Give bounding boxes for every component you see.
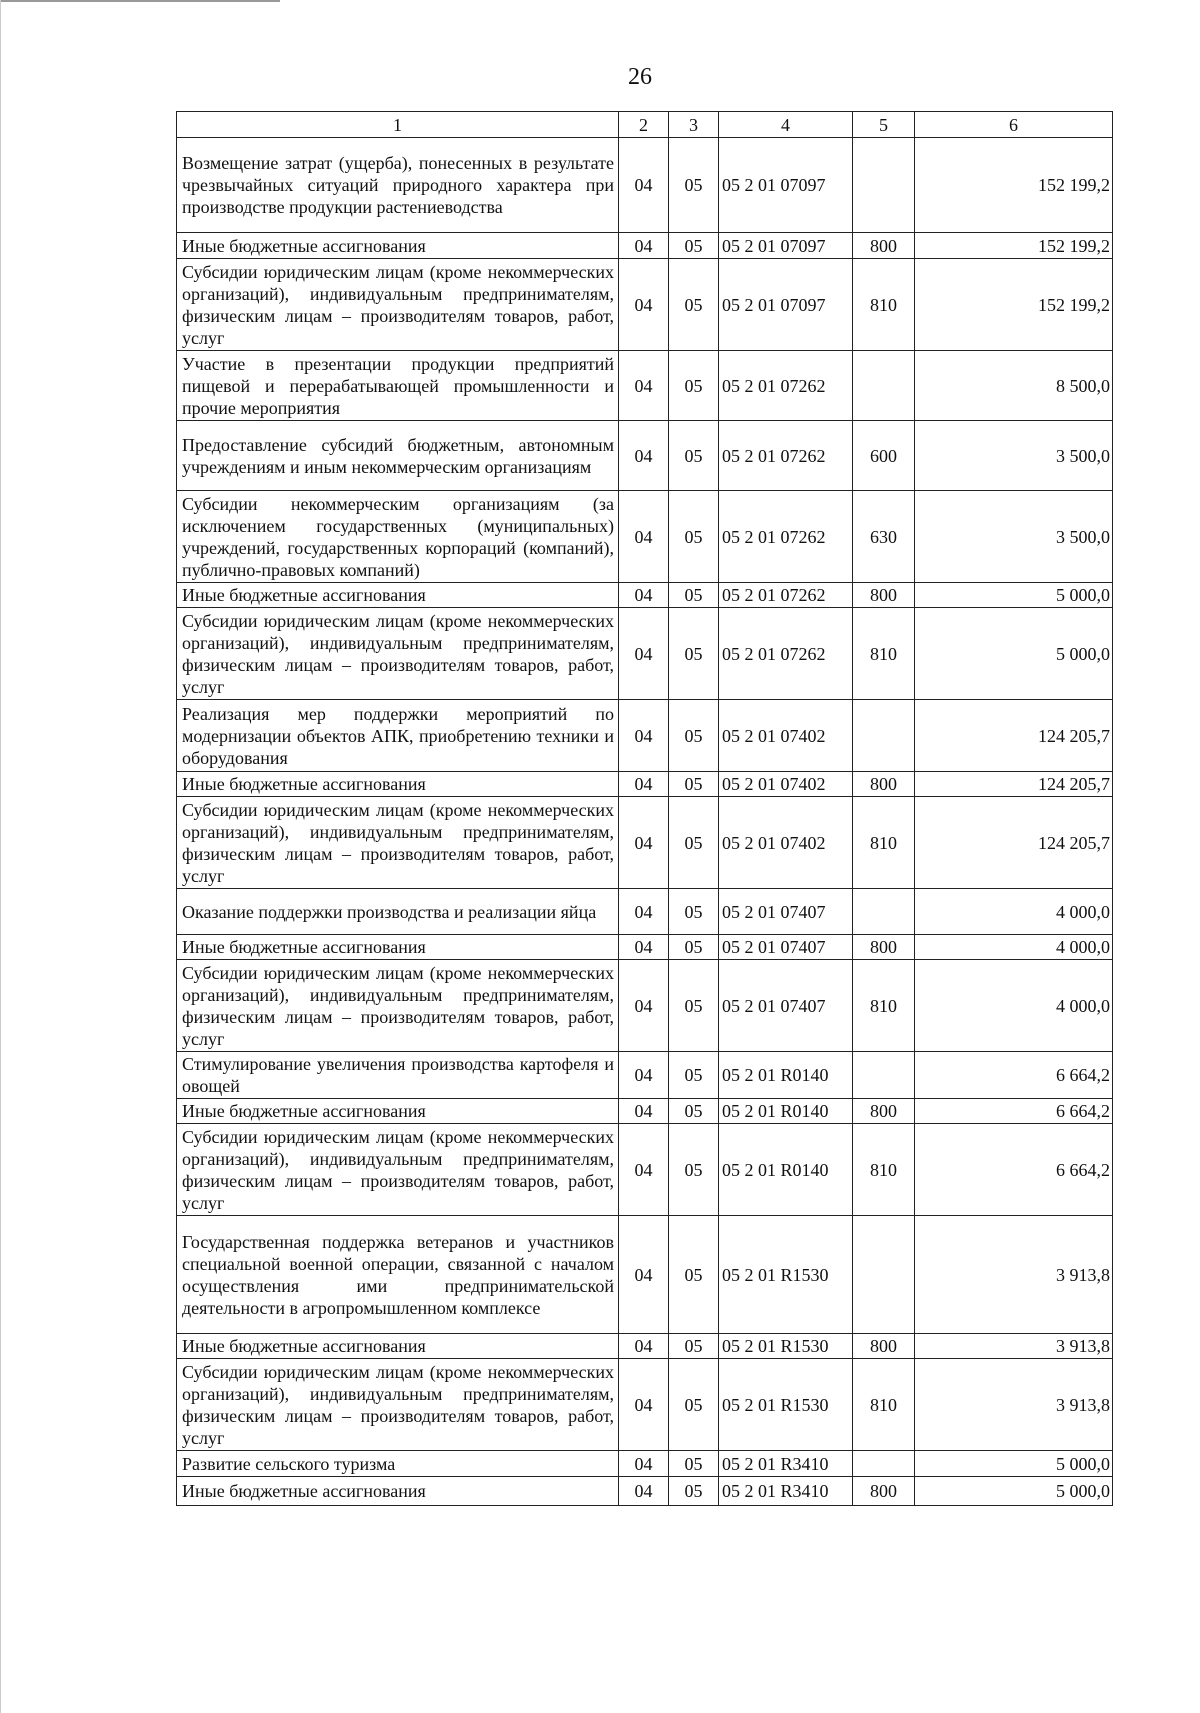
row-amount: 5 000,0	[915, 608, 1113, 700]
table-row	[177, 797, 1113, 889]
row-expense-type: 810	[853, 259, 915, 351]
row-amount: 3 500,0	[915, 491, 1113, 583]
table-row	[177, 421, 1113, 491]
row-target-code: 05 2 01 07402	[719, 797, 853, 889]
row-subsection: 05	[669, 491, 719, 583]
row-name: Развитие сельского туризма	[177, 1451, 619, 1477]
row-amount: 5 000,0	[915, 1477, 1113, 1506]
row-section: 04	[619, 935, 669, 960]
row-expense-type: 800	[853, 1334, 915, 1359]
row-section: 04	[619, 491, 669, 583]
row-expense-type	[853, 1451, 915, 1477]
scan-edge-top	[0, 0, 280, 2]
row-target-code: 05 2 01 07402	[719, 700, 853, 772]
row-expense-type	[853, 351, 915, 421]
row-amount: 124 205,7	[915, 772, 1113, 797]
row-section: 04	[619, 608, 669, 700]
row-expense-type: 810	[853, 1124, 915, 1216]
header-col-3: 3	[669, 112, 719, 138]
row-expense-type	[853, 1216, 915, 1334]
row-target-code: 05 2 01 07407	[719, 889, 853, 935]
row-section: 04	[619, 1334, 669, 1359]
row-target-code: 05 2 01 R1530	[719, 1334, 853, 1359]
row-subsection: 05	[669, 1124, 719, 1216]
row-section: 04	[619, 797, 669, 889]
scan-edge-left	[0, 0, 1, 1713]
row-expense-type: 810	[853, 797, 915, 889]
row-amount: 3 913,8	[915, 1216, 1113, 1334]
row-subsection: 05	[669, 233, 719, 259]
row-target-code: 05 2 01 R0140	[719, 1052, 853, 1099]
table-row	[177, 138, 1113, 233]
row-target-code: 05 2 01 07097	[719, 259, 853, 351]
row-name: Субсидии юридическим лицам (кроме некоммерческих организаций), индивидуальным предпринимателям, физическим лицам – производителям товаров, работ, услуг	[177, 259, 619, 351]
row-subsection: 05	[669, 1334, 719, 1359]
row-subsection: 05	[669, 797, 719, 889]
row-amount: 6 664,2	[915, 1052, 1113, 1099]
row-section: 04	[619, 960, 669, 1052]
row-amount: 152 199,2	[915, 138, 1113, 233]
row-expense-type: 800	[853, 1099, 915, 1124]
row-section: 04	[619, 1216, 669, 1334]
page-number: 26	[628, 64, 652, 90]
row-amount: 152 199,2	[915, 233, 1113, 259]
row-target-code: 05 2 01 07097	[719, 138, 853, 233]
row-expense-type: 600	[853, 421, 915, 491]
row-amount: 4 000,0	[915, 889, 1113, 935]
table-row	[177, 700, 1113, 772]
table-row	[177, 960, 1113, 1052]
row-subsection: 05	[669, 421, 719, 491]
table-row	[177, 233, 1113, 259]
table-row	[177, 1477, 1113, 1506]
row-name: Иные бюджетные ассигнования	[177, 1334, 619, 1359]
row-subsection: 05	[669, 1099, 719, 1124]
row-section: 04	[619, 1477, 669, 1506]
row-expense-type	[853, 700, 915, 772]
row-target-code: 05 2 01 07262	[719, 608, 853, 700]
row-name: Субсидии юридическим лицам (кроме некоммерческих организаций), индивидуальным предпринимателям, физическим лицам – производителям товаров, работ, услуг	[177, 960, 619, 1052]
row-amount: 5 000,0	[915, 1451, 1113, 1477]
row-target-code: 05 2 01 07407	[719, 935, 853, 960]
row-subsection: 05	[669, 138, 719, 233]
row-expense-type: 800	[853, 1477, 915, 1506]
row-amount: 152 199,2	[915, 259, 1113, 351]
row-amount: 6 664,2	[915, 1124, 1113, 1216]
row-section: 04	[619, 772, 669, 797]
row-expense-type	[853, 1052, 915, 1099]
row-expense-type: 630	[853, 491, 915, 583]
row-name: Субсидии некоммерческим организациям (за исключением государственных (муниципальных) учреждений, государственных корпораций (компаний), публично-правовых компаний)	[177, 491, 619, 583]
row-name: Стимулирование увеличения производства картофеля и овощей	[177, 1052, 619, 1099]
row-section: 04	[619, 583, 669, 608]
row-amount: 124 205,7	[915, 797, 1113, 889]
row-subsection: 05	[669, 772, 719, 797]
row-subsection: 05	[669, 960, 719, 1052]
table-row	[177, 1099, 1113, 1124]
row-target-code: 05 2 01 R0140	[719, 1124, 853, 1216]
table-row	[177, 1216, 1113, 1334]
row-name: Субсидии юридическим лицам (кроме некоммерческих организаций), индивидуальным предпринимателям, физическим лицам – производителям товаров, работ, услуг	[177, 1359, 619, 1451]
row-subsection: 05	[669, 935, 719, 960]
row-section: 04	[619, 138, 669, 233]
row-name: Иные бюджетные ассигнования	[177, 1099, 619, 1124]
row-amount: 3 913,8	[915, 1359, 1113, 1451]
table-row	[177, 935, 1113, 960]
row-amount: 3 913,8	[915, 1334, 1113, 1359]
row-name: Иные бюджетные ассигнования	[177, 772, 619, 797]
row-section: 04	[619, 233, 669, 259]
table-row	[177, 1451, 1113, 1477]
row-section: 04	[619, 1099, 669, 1124]
row-subsection: 05	[669, 1451, 719, 1477]
table-row	[177, 1124, 1113, 1216]
table-row	[177, 1359, 1113, 1451]
row-expense-type: 800	[853, 233, 915, 259]
row-section: 04	[619, 700, 669, 772]
row-name: Иные бюджетные ассигнования	[177, 935, 619, 960]
row-target-code: 05 2 01 R0140	[719, 1099, 853, 1124]
budget-table	[176, 111, 1113, 1506]
row-name: Участие в презентации продукции предприятий пищевой и перерабатывающей промышленности и прочие мероприятия	[177, 351, 619, 421]
row-target-code: 05 2 01 07262	[719, 421, 853, 491]
row-target-code: 05 2 01 R1530	[719, 1359, 853, 1451]
row-target-code: 05 2 01 R1530	[719, 1216, 853, 1334]
header-row	[177, 112, 1113, 138]
row-section: 04	[619, 889, 669, 935]
header-col-1: 1	[177, 112, 619, 138]
table-row	[177, 889, 1113, 935]
row-name: Предоставление субсидий бюджетным, автономным учреждениям и иным некоммерческим организациям	[177, 421, 619, 491]
row-section: 04	[619, 1052, 669, 1099]
row-name: Государственная поддержка ветеранов и участников специальной военной операции, связанной с началом осуществления ими предпринимательской деятельности в агропромышленном комплексе	[177, 1216, 619, 1334]
table-row	[177, 259, 1113, 351]
row-subsection: 05	[669, 889, 719, 935]
row-amount: 3 500,0	[915, 421, 1113, 491]
row-expense-type: 800	[853, 935, 915, 960]
row-target-code: 05 2 01 R3410	[719, 1451, 853, 1477]
table-row	[177, 583, 1113, 608]
row-expense-type: 810	[853, 960, 915, 1052]
row-target-code: 05 2 01 07402	[719, 772, 853, 797]
row-expense-type: 800	[853, 583, 915, 608]
table-row	[177, 1334, 1113, 1359]
row-subsection: 05	[669, 351, 719, 421]
row-amount: 4 000,0	[915, 960, 1113, 1052]
row-target-code: 05 2 01 07262	[719, 583, 853, 608]
header-col-6: 6	[915, 112, 1113, 138]
row-name: Возмещение затрат (ущерба), понесенных в результате чрезвычайных ситуаций природного характера при производстве продукции растениеводства	[177, 138, 619, 233]
row-subsection: 05	[669, 1052, 719, 1099]
row-expense-type: 810	[853, 608, 915, 700]
row-section: 04	[619, 351, 669, 421]
header-col-2: 2	[619, 112, 669, 138]
row-subsection: 05	[669, 1216, 719, 1334]
row-section: 04	[619, 421, 669, 491]
row-expense-type: 810	[853, 1359, 915, 1451]
row-subsection: 05	[669, 583, 719, 608]
table-row	[177, 608, 1113, 700]
row-subsection: 05	[669, 1477, 719, 1506]
row-subsection: 05	[669, 1359, 719, 1451]
row-name: Субсидии юридическим лицам (кроме некоммерческих организаций), индивидуальным предпринимателям, физическим лицам – производителям товаров, работ, услуг	[177, 797, 619, 889]
table-row	[177, 772, 1113, 797]
row-subsection: 05	[669, 608, 719, 700]
row-section: 04	[619, 1124, 669, 1216]
row-target-code: 05 2 01 07262	[719, 491, 853, 583]
row-amount: 4 000,0	[915, 935, 1113, 960]
row-subsection: 05	[669, 700, 719, 772]
table-row	[177, 491, 1113, 583]
row-amount: 124 205,7	[915, 700, 1113, 772]
row-section: 04	[619, 1359, 669, 1451]
row-name: Реализация мер поддержки мероприятий по модернизации объектов АПК, приобретению техники и оборудования	[177, 700, 619, 772]
row-section: 04	[619, 1451, 669, 1477]
row-subsection: 05	[669, 259, 719, 351]
header-col-5: 5	[853, 112, 915, 138]
header-col-4: 4	[719, 112, 853, 138]
row-section: 04	[619, 259, 669, 351]
row-amount: 5 000,0	[915, 583, 1113, 608]
row-amount: 6 664,2	[915, 1099, 1113, 1124]
row-name: Иные бюджетные ассигнования	[177, 583, 619, 608]
row-name: Оказание поддержки производства и реализации яйца	[177, 889, 619, 935]
table-row	[177, 1052, 1113, 1099]
row-expense-type: 800	[853, 772, 915, 797]
row-target-code: 05 2 01 07262	[719, 351, 853, 421]
row-expense-type	[853, 889, 915, 935]
row-name: Иные бюджетные ассигнования	[177, 233, 619, 259]
row-target-code: 05 2 01 07407	[719, 960, 853, 1052]
table-row	[177, 351, 1113, 421]
row-target-code: 05 2 01 07097	[719, 233, 853, 259]
row-name: Иные бюджетные ассигнования	[177, 1477, 619, 1506]
row-name: Субсидии юридическим лицам (кроме некоммерческих организаций), индивидуальным предпринимателям, физическим лицам – производителям товаров, работ, услуг	[177, 1124, 619, 1216]
row-expense-type	[853, 138, 915, 233]
row-amount: 8 500,0	[915, 351, 1113, 421]
row-target-code: 05 2 01 R3410	[719, 1477, 853, 1506]
row-name: Субсидии юридическим лицам (кроме некоммерческих организаций), индивидуальным предпринимателям, физическим лицам – производителям товаров, работ, услуг	[177, 608, 619, 700]
